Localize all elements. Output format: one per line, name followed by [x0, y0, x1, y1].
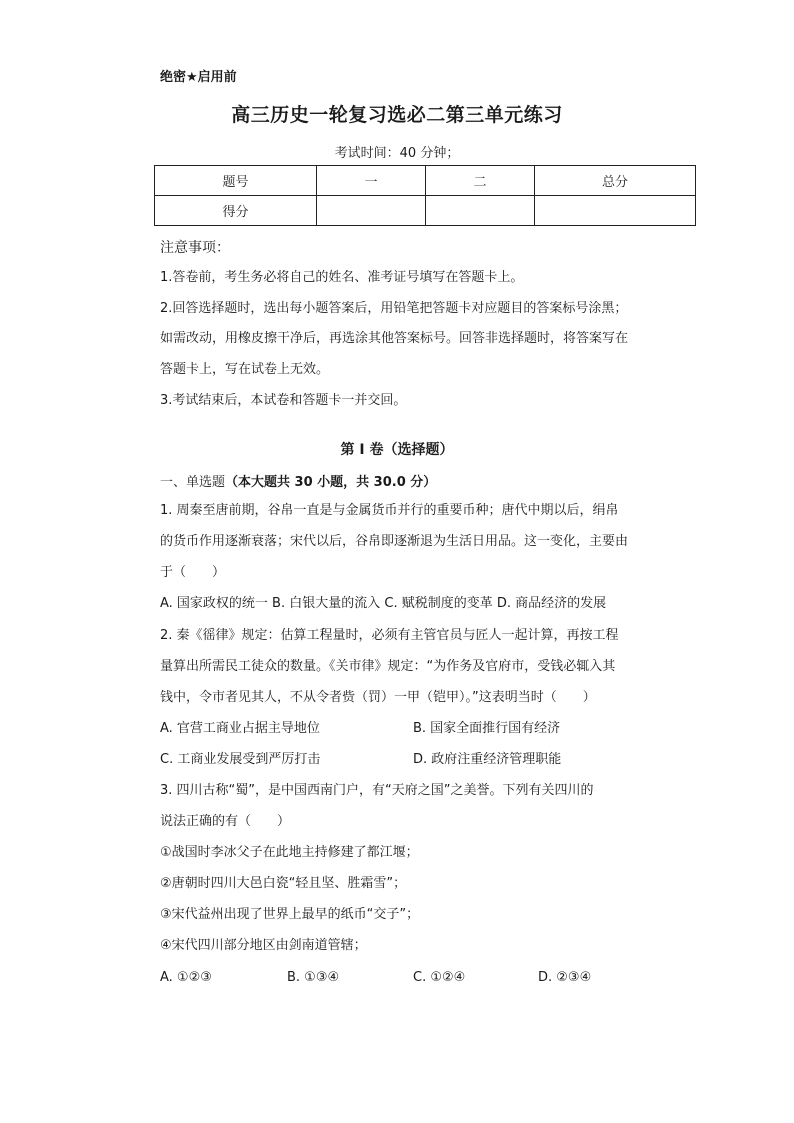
- section-title: 第 I 卷（选择题）: [340, 442, 454, 458]
- question-3-statement: ④宋代四川部分地区由剑南道管辖；: [160, 938, 367, 953]
- question-3-option-c: C. ①②④: [413, 970, 466, 985]
- question-1-line: 1. 周秦至唐前期，谷帛一直是与金属货币并行的重要币种；唐代中期以后，绢帛: [160, 503, 619, 518]
- question-1-line: 的货币作用逐渐衰落；宋代以后，谷帛即逐渐退为生活日用品。这一变化，主要由: [160, 534, 629, 549]
- notice-line: 2.回答选择题时，选出每小题答案后，用铅笔把答题卡对应题目的答案标号涂黑；: [160, 301, 628, 316]
- question-3-statement: ②唐朝时四川大邑白瓷“轻且坚、胜霜雪”；: [160, 876, 407, 891]
- question-1-line: 于（ ）: [160, 565, 226, 580]
- question-3-line: 说法正确的有（ ）: [160, 814, 291, 829]
- single-choice-prefix: 一、单选题: [160, 475, 226, 490]
- confidential-label: 绝密★启用前: [160, 70, 237, 85]
- question-1-options: A. 国家政权的统一 B. 白银大量的流入 C. 赋税制度的变革 D. 商品经济的发展: [160, 596, 607, 611]
- score-table-score-row: [155, 196, 696, 226]
- score-table-header-row: [155, 166, 696, 196]
- question-2-option-a: A. 官营工商业占据主导地位: [160, 721, 320, 736]
- single-choice-detail: （本大题共 30 小题，共 30.0 分）: [225, 475, 437, 490]
- question-3-statement: ③宋代益州出现了世界上最早的纸币“交子”；: [160, 907, 420, 922]
- score-table-cell: 二: [426, 166, 535, 196]
- question-2-line: 量算出所需民工徒众的数量。《关市律》规定：“为作务及官府市，受钱必辄入其: [160, 659, 616, 674]
- single-choice-heading: [160, 471, 436, 490]
- question-3-line: 3. 四川古称“蜀”，是中国西南门户，有“天府之国”之美誉。下列有关四川的: [160, 783, 594, 798]
- score-table: [154, 165, 696, 226]
- notice-line: 答题卡上，写在试卷上无效。: [160, 362, 330, 377]
- question-3-statement: ①战国时李冰父子在此地主持修建了都江堰；: [160, 845, 419, 860]
- score-label-cell: 得分: [155, 196, 317, 226]
- question-3-option-b: B. ①③④: [287, 970, 340, 985]
- exam-time: 考试时间：40 分钟；: [334, 146, 460, 161]
- score-table-cell: 题号: [155, 166, 317, 196]
- page-title: 高三历史一轮复习选必二第三单元练习: [231, 104, 563, 126]
- score-table-cell: 总分: [535, 166, 696, 196]
- question-2-line: 钱中，令市者见其人，不从令者赀（罚）一甲（铠甲）。”这表明当时（ ）: [160, 690, 596, 705]
- notice-line: 1.答卷前，考生务必将自己的姓名、准考证号填写在答题卡上。: [160, 270, 524, 285]
- notice-line: 如需改动，用橡皮擦干净后，再选涂其他答案标号。回答非选择题时，将答案写在: [160, 331, 629, 346]
- score-table-cell: 一: [317, 166, 426, 196]
- score-input-cell[interactable]: [426, 196, 535, 226]
- question-3-option-d: D. ②③④: [538, 970, 592, 985]
- notice-line: 3.考试结束后，本试卷和答题卡一并交回。: [160, 393, 407, 408]
- question-2-option-b: B. 国家全面推行国有经济: [413, 721, 561, 736]
- notice-heading: 注意事项：: [160, 240, 230, 256]
- score-input-cell[interactable]: [535, 196, 696, 226]
- question-2-option-c: C. 工商业发展受到严厉打击: [160, 752, 321, 767]
- question-2-line: 2. 秦《徭律》规定：估算工程量时，必须有主管官员与匠人一起计算，再按工程: [160, 628, 619, 643]
- question-3-option-a: A. ①②③: [160, 970, 212, 985]
- score-input-cell[interactable]: [317, 196, 426, 226]
- question-2-option-d: D. 政府注重经济管理职能: [413, 752, 562, 767]
